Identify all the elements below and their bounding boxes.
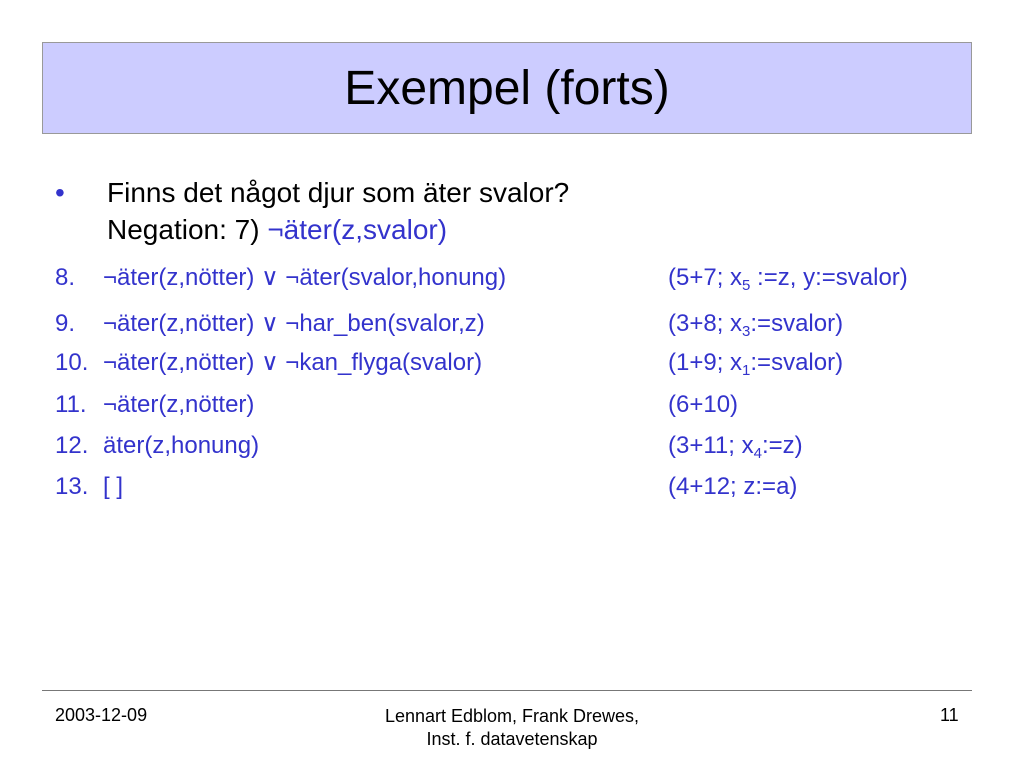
step-number: 11.: [55, 391, 87, 418]
step-clause: ¬äter(z,nötter) ∨ ¬kan_flyga(svalor): [103, 349, 483, 376]
step-clause: ¬äter(z,nötter) ∨ ¬har_ben(svalor,z): [103, 310, 485, 337]
step-clause: [ ]: [103, 473, 124, 500]
bullet-negation: [107, 211, 569, 248]
step-number: 10.: [55, 349, 89, 376]
slide-title: Exempel (forts): [344, 61, 670, 115]
step-clause: ¬äter(z,nötter): [103, 391, 255, 418]
bullet-icon: •: [55, 177, 65, 208]
step-number: 12.: [55, 432, 89, 459]
bullet-question: Finns det något djur som äter svalor?: [107, 177, 570, 208]
page-number: 11: [940, 705, 959, 725]
step-justification: (3+8; $x_3:=svalor$): [668, 310, 844, 340]
bullet-text: [107, 174, 569, 248]
step-number: 8.: [55, 264, 76, 291]
footer-divider: [42, 690, 972, 691]
step-justification: (4+12; z:=a): [668, 473, 798, 500]
negation-prefix: Negation: 7): [107, 214, 268, 245]
step-justification: (5+7; $x_5$ :=z, y:=svalor): [668, 264, 908, 294]
step-number: 9.: [55, 310, 76, 337]
step-justification: (1+9; $x_1:=svalor$): [668, 349, 844, 379]
step-clause: ¬äter(z,nötter) ∨ ¬äter(svalor,honung): [103, 264, 507, 291]
footer-author-dept: Inst. f. datavetenskap: [426, 729, 598, 749]
step-clause: äter(z,honung): [103, 432, 260, 459]
footer-date: 2003-12-09: [55, 705, 148, 725]
step-justification: (6+10): [668, 391, 739, 418]
step-number: 13.: [55, 473, 89, 500]
step-justification: (3+11; $x_4:=z$): [668, 432, 803, 462]
negation-formula: ¬äter(z,svalor): [267, 214, 448, 245]
footer-author: [312, 705, 712, 751]
footer-author-names: Lennart Edblom, Frank Drewes,: [384, 706, 640, 726]
